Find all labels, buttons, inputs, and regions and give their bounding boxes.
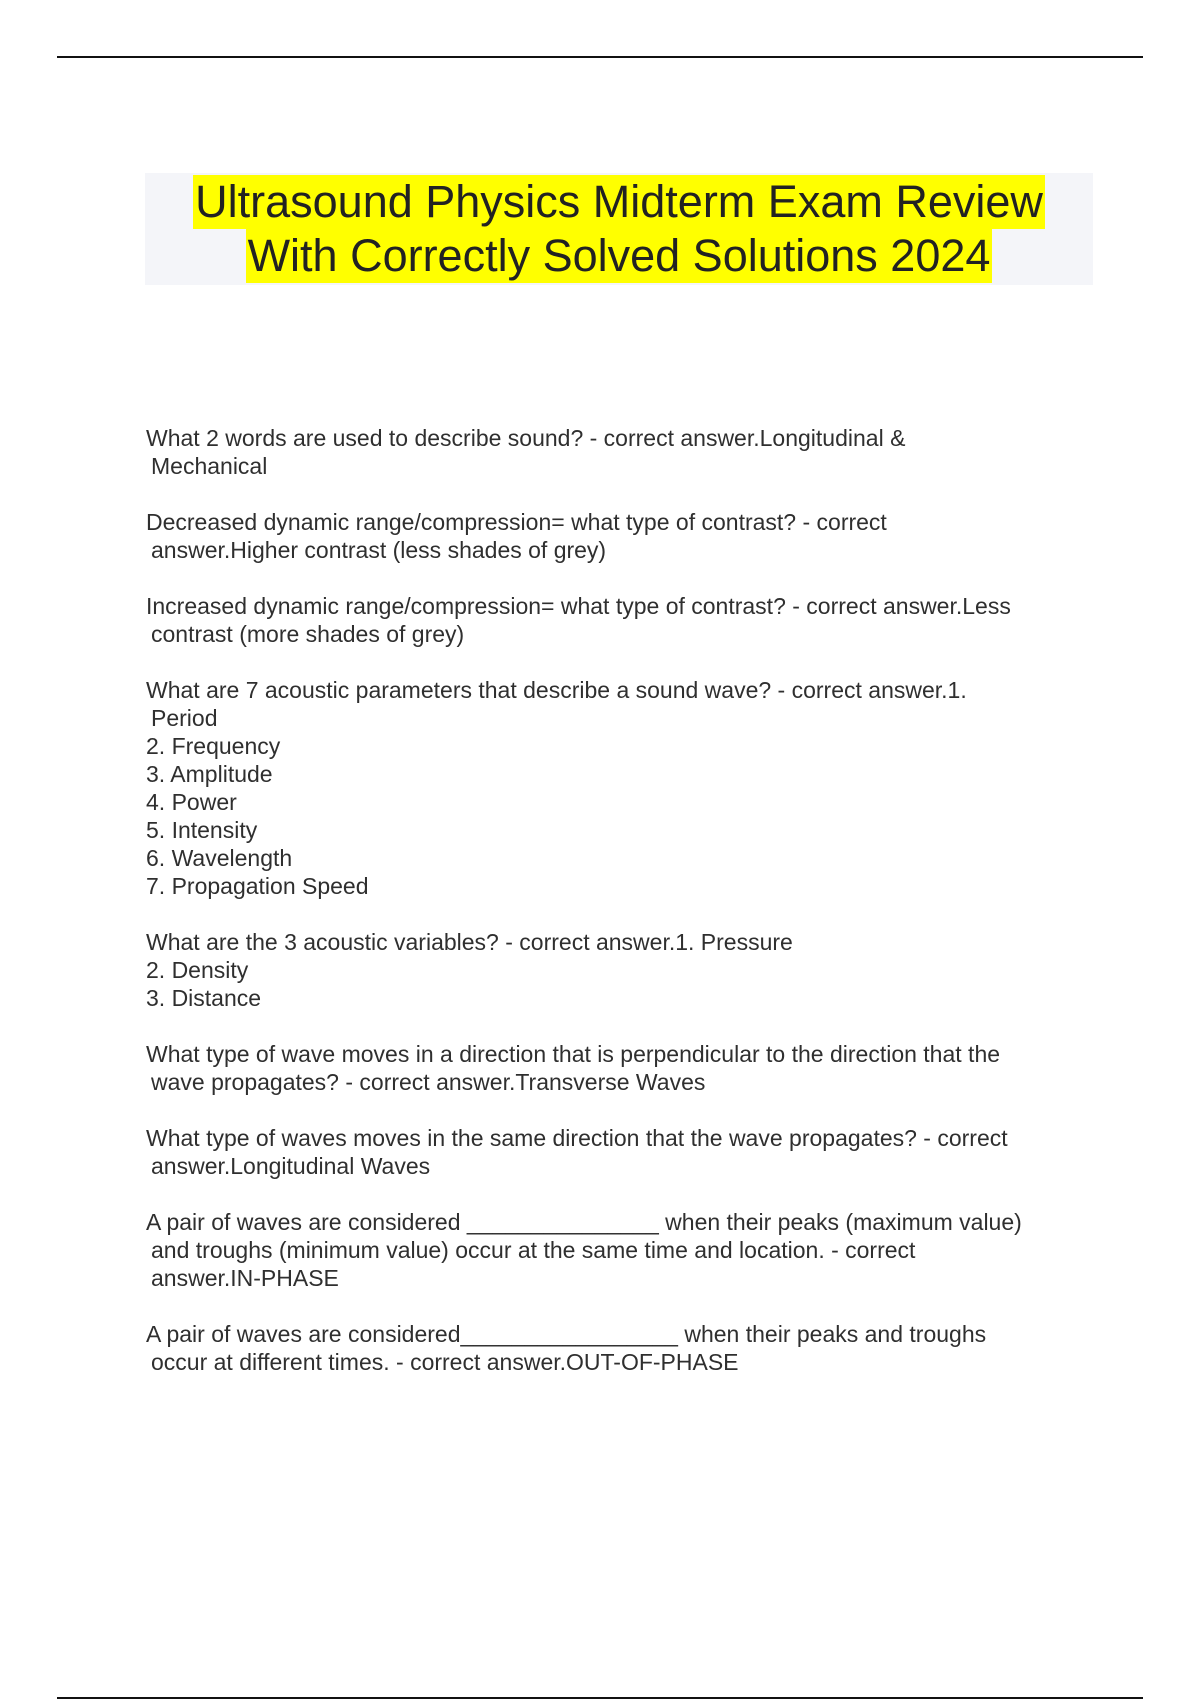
answer-list-item: 5. Intensity [146,817,258,843]
answer-list-item: 6. Wavelength [146,845,293,871]
question-line: What are 7 acoustic parameters that describe a sound wave? - correct answer.1. [146,677,967,703]
qa-item [146,424,1076,480]
answer-list-item: 4. Power [146,789,237,815]
question-line: What type of waves moves in the same direction that the wave propagates? - correct [146,1125,1008,1151]
answer-list-item: 2. Density [146,957,249,983]
continuation-line: answer.IN-PHASE [151,1265,339,1291]
continuation-line: occur at different times. - correct answer.OUT-OF-PHASE [151,1349,739,1375]
top-rule [57,56,1143,58]
continuation-line: contrast (more shades of grey) [151,621,465,647]
question-line: Decreased dynamic range/compression= what type of contrast? - correct [146,509,887,535]
question-line: What 2 words are used to describe sound? - correct answer.Longitudinal & [146,425,906,451]
qa-item [146,592,1076,648]
qa-item [146,928,1076,1012]
title-line-1: Ultrasound Physics Midterm Exam Review [195,176,1043,227]
continuation-line: and troughs (minimum value) occur at the same time and location. - correct [151,1237,916,1263]
qa-item [146,676,1076,900]
answer-list-item: 7. Propagation Speed [146,873,369,899]
qa-item [146,1124,1076,1180]
answer-list-item: 2. Frequency [146,733,281,759]
title-line-2: With Correctly Solved Solutions 2024 [247,230,991,281]
question-line: What are the 3 acoustic variables? - correct answer.1. Pressure [146,929,793,955]
continuation-line: Period [151,705,218,731]
qa-item [146,1040,1076,1096]
question-line: What type of wave moves in a direction that is perpendicular to the direction that the [146,1041,1001,1067]
question-line: Increased dynamic range/compression= what type of contrast? - correct answer.Less [146,593,1011,619]
continuation-line: Mechanical [151,453,268,479]
qa-list [146,424,1076,1404]
document-title [145,173,1093,285]
qa-item [146,508,1076,564]
continuation-line: wave propagates? - correct answer.Transverse Waves [151,1069,706,1095]
bottom-rule [57,1697,1143,1699]
continuation-line: answer.Higher contrast (less shades of grey) [151,537,607,563]
continuation-line: answer.Longitudinal Waves [151,1153,431,1179]
question-line: A pair of waves are considered_________________ when their peaks and troughs [146,1321,987,1347]
question-line: A pair of waves are considered _______________ when their peaks (maximum value) [146,1209,1022,1235]
answer-list-item: 3. Distance [146,985,262,1011]
qa-item [146,1208,1076,1292]
qa-item [146,1320,1076,1376]
answer-list-item: 3. Amplitude [146,761,273,787]
